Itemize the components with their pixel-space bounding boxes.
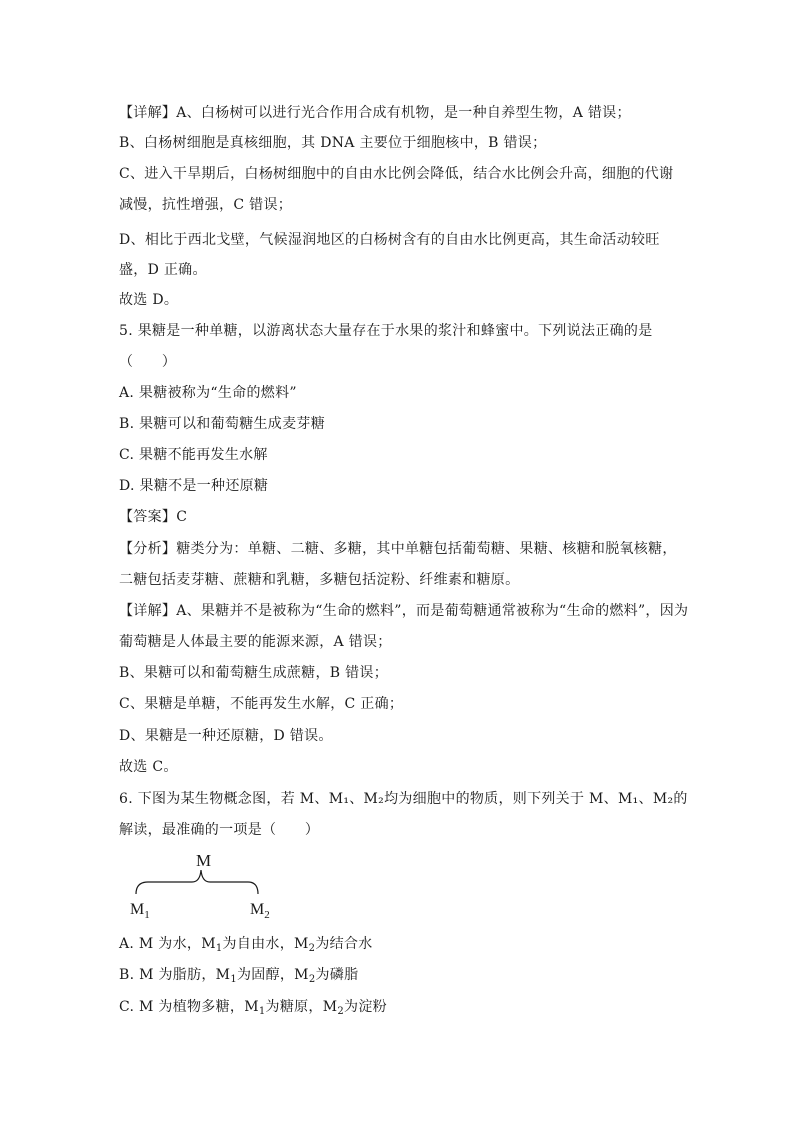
detail-heading-line: 【详解】A、白杨树可以进行光合作用合成有机物，是一种自养型生物，A 错误； [119,105,631,121]
text-line: 二糖包括麦芽糖、蔗糖和乳糖，多糖包括淀粉、纤维素和糖原。 [119,572,520,588]
text-line: D、相比于西北戈壁，气候湿润地区的白杨树含有的自由水比例更高，其生命活动较旺 [119,232,660,248]
text-line: B、白杨树细胞是真核细胞，其 DNA 主要位于细胞核中，B 错误； [119,135,547,151]
diagram-brace [136,870,258,894]
diagram-top-label: M [196,851,212,870]
text-line: C、果糖是单糖，不能再发生水解，C 正确； [119,696,404,712]
detail-heading-line: 【详解】A、果糖并不是被称为“生命的燃料”，而是葡萄糖通常被称为“生命的燃料”，因为 [119,603,689,619]
text-line: D、果糖是一种还原糖，D 错误。 [119,728,333,744]
option-d: D. 果糖不是一种还原糖 [119,478,269,494]
option-a: A. 果糖被称为“生命的燃料” [119,385,297,401]
diagram-right-label: $M_2$ [250,901,270,921]
diagram-left-label: $M_1$ [130,901,150,921]
answer-line: 【答案】C [119,509,188,525]
question-5-stem: 5. 果糖是一种单糖，以游离状态大量存在于水果的浆汁和蜂蜜中。下列说法正确的是 [119,323,653,339]
concept-diagram [128,848,288,928]
question-5-blank: （ ） [119,354,177,370]
option-b: B. M 为脂肪，$M_1$为固醇，$M_2$为磷脂 [119,967,359,985]
option-c: C. M 为植物多糖，$M_1$为糖原，$M_2$为淀粉 [119,999,387,1017]
text-line: 葡萄糖是人体最主要的能源来源，A 错误； [119,634,392,650]
analysis-line: 【分析】糖类分为：单糖、二糖、多糖，其中单糖包括葡萄糖、果糖、核糖和脱氧核糖， [119,541,677,557]
option-a: A. M 为水，$M_1$为自由水，$M_2$为结合水 [119,936,373,954]
text-line: 减慢，抗性增强，C 错误； [119,197,293,213]
text-line: C、进入干旱期后，白杨树细胞中的自由水比例会降低，结合水比例会升高，细胞的代谢 [119,166,674,182]
option-b: B. 果糖可以和葡萄糖生成麦芽糖 [119,416,325,432]
answer-choice-line: 故选 C。 [119,759,178,775]
question-6-stem: 6. 下图为某生物概念图，若 M、M₁、M₂均为细胞中的物质，则下列关于 M、M₁、M₂的 [119,791,688,807]
text-line: 盛，D 正确。 [119,262,207,278]
answer-choice-line: 故选 D。 [119,292,179,308]
option-c: C. 果糖不能再发生水解 [119,447,268,463]
text-line: B、果糖可以和葡萄糖生成蔗糖，B 错误； [119,665,389,681]
question-6-stem-cont: 解读，最准确的一项是（ ） [119,822,320,838]
